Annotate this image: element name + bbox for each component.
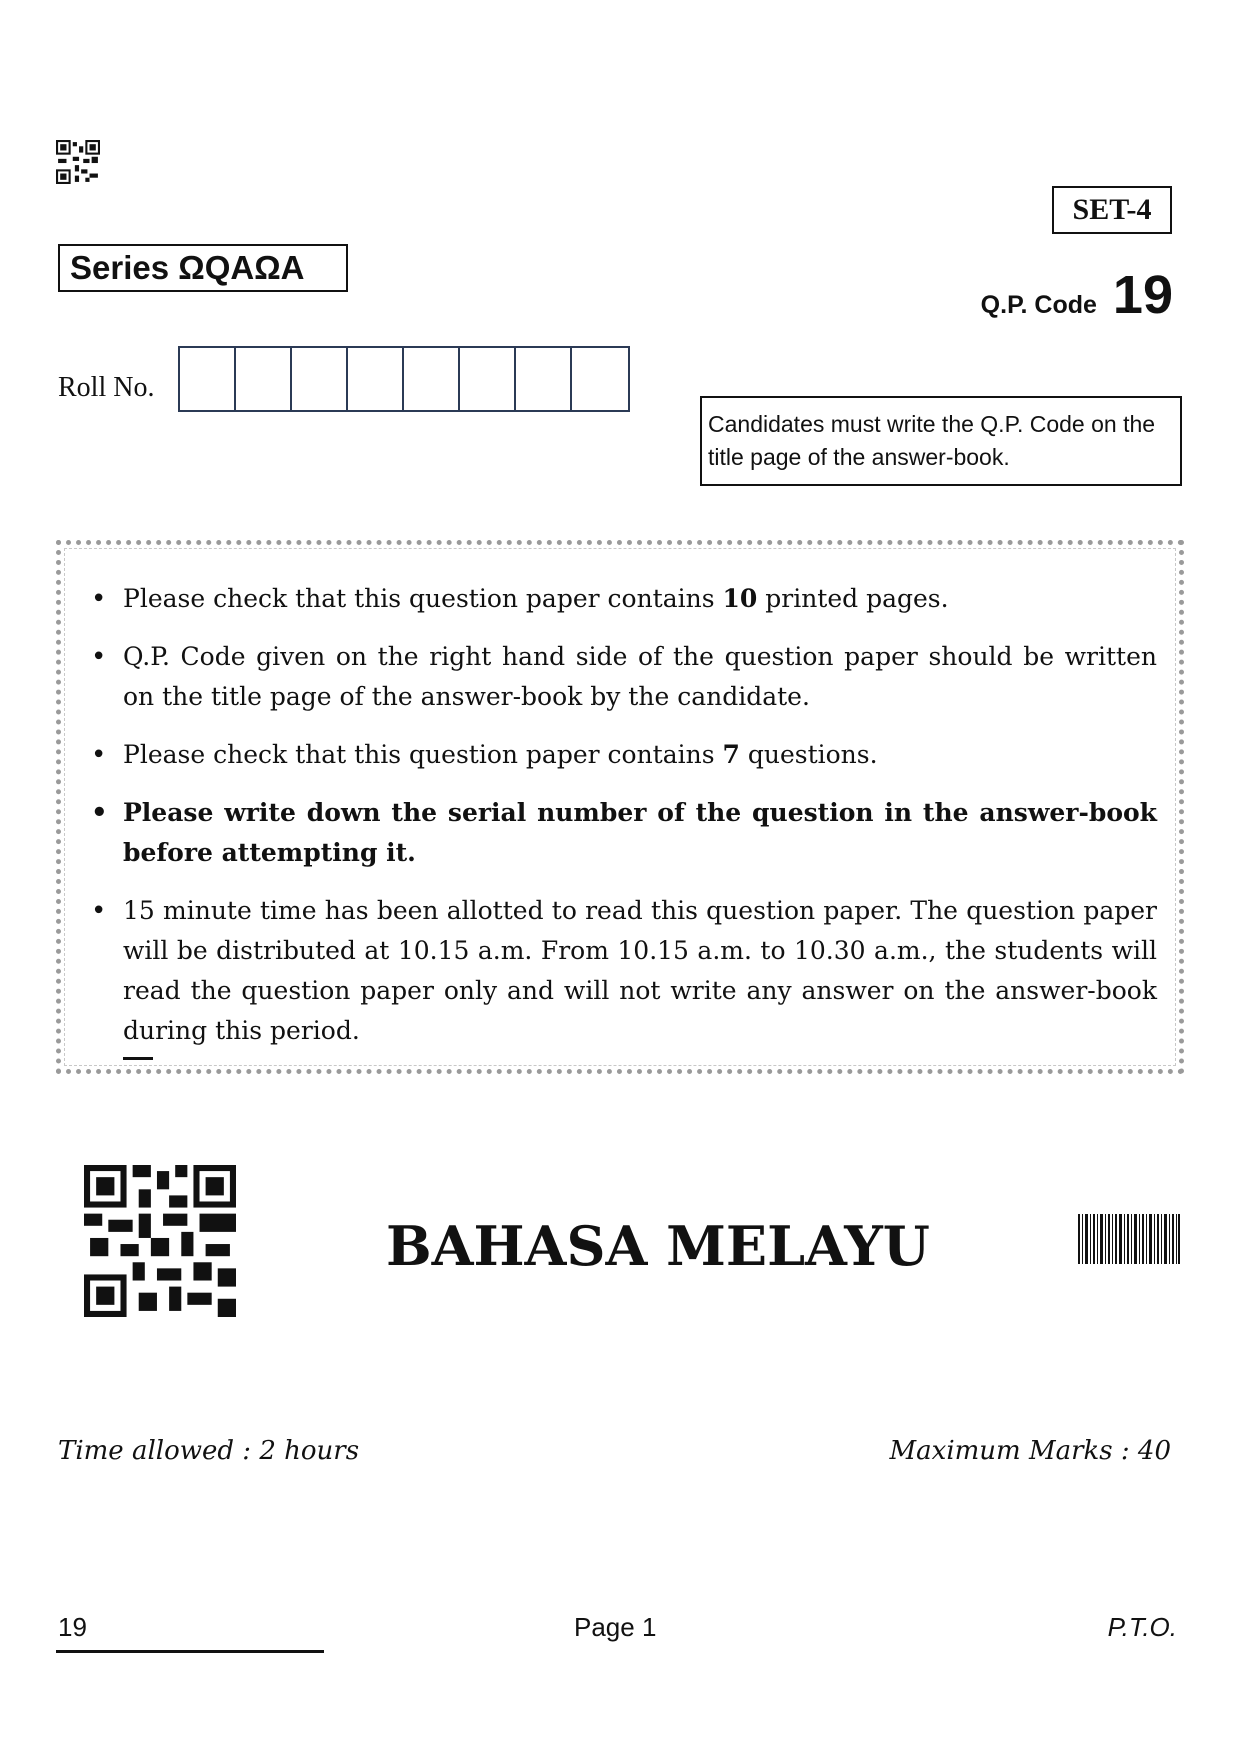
instruction-item: • Q.P. Code given on the right hand side of the question paper should be written on the title page of the answer-book by the candidate. (123, 637, 1157, 717)
small-qr-code-icon (56, 140, 100, 184)
footer-code: 19 (58, 1612, 87, 1642)
roll-no-label: Roll No. (58, 372, 155, 403)
pto-label: P.T.O. (1107, 1612, 1177, 1642)
instruction-item: • Please check that this question paper contains 7 questions. (123, 735, 1157, 775)
qp-code-label: Q.P. Code (980, 291, 1097, 319)
instructions-box (56, 540, 1184, 1074)
time-allowed: Time allowed : 2 hours (58, 1436, 360, 1466)
roll-no-digit-box[interactable] (180, 348, 236, 410)
page-number: Page 1 (574, 1612, 657, 1642)
roll-no-digit-box[interactable] (404, 348, 460, 410)
maximum-marks: Maximum Marks : 40 (889, 1436, 1171, 1466)
footer-rule (56, 1650, 324, 1653)
roll-no-digit-box[interactable] (292, 348, 348, 410)
roll-no-boxes (178, 346, 630, 412)
qp-code (980, 265, 1173, 325)
instruction-item: • Please write down the serial number of the question in the answer-book before attempting it. (123, 793, 1157, 873)
candidate-note: Candidates must write the Q.P. Code on the title page of the answer-book. (700, 396, 1182, 486)
qp-code-value: 19 (1112, 265, 1173, 325)
instructions-list (61, 545, 1179, 1069)
roll-no-digit-box[interactable] (516, 348, 572, 410)
instruction-item: • 15 minute time has been allotted to read this question paper. The question paper will be distributed at 10.15 a.m. From 10.15 a.m. to 10.30 a.m., the students will read the question paper only and will not write any answer on the answer-book during this period. (123, 891, 1157, 1051)
roll-no-digit-box[interactable] (236, 348, 292, 410)
end-dash (123, 1057, 153, 1060)
set-label: SET-4 (1052, 186, 1172, 234)
series-label: Series ΩQAΩA (58, 244, 348, 292)
roll-no-digit-box[interactable] (460, 348, 516, 410)
large-qr-code-icon (84, 1164, 236, 1318)
roll-no-digit-box[interactable] (572, 348, 628, 410)
subject-title: BAHASA MELAYU (386, 1214, 930, 1278)
roll-no-digit-box[interactable] (348, 348, 404, 410)
barcode-icon (1078, 1214, 1180, 1264)
instruction-item: • Please check that this question paper contains 10 printed pages. (123, 579, 1157, 619)
